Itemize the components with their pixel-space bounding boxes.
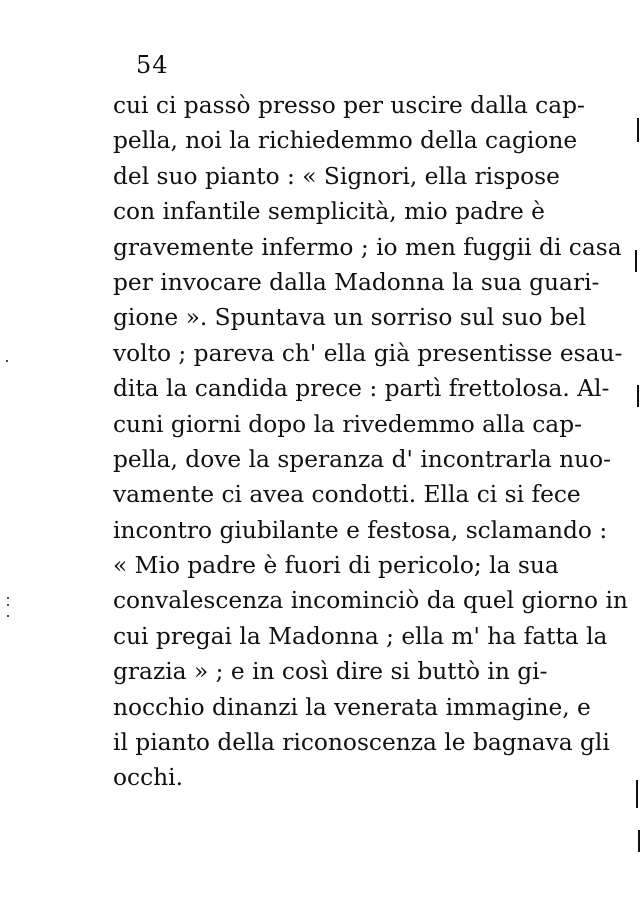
text-line: gione ». Spuntava un sorriso sul suo bel: [113, 304, 587, 332]
text-line: cui ci passò presso per uscire dalla cap-: [113, 92, 585, 119]
text-line: grazia » ; e in così dire si buttò in gi-: [113, 658, 548, 686]
text-line: il pianto della riconoscenza le bagnava gli: [113, 729, 610, 757]
scan-speck: [7, 615, 9, 617]
scan-edge-mark: [635, 250, 637, 272]
text-line: pella, dove la speranza d' incontrarla nuo-: [113, 445, 612, 473]
page-number: 54: [136, 51, 169, 79]
body-text: [113, 88, 628, 796]
text-line: incontro giubilante e festosa, sclamando :: [113, 516, 608, 544]
scan-edge-mark: [636, 780, 638, 808]
text-line: gravemente infermo ; io men fuggii di casa: [113, 233, 622, 261]
text-line: « Mio padre è fuori di pericolo; la sua: [113, 552, 559, 580]
text-line: vamente ci avea condotti. Ella ci si fece: [113, 481, 581, 509]
text-line: pella, noi la richiedemmo della cagione: [113, 127, 578, 155]
text-line: convalescenza incominciò da quel giorno in: [113, 587, 628, 615]
scan-speck: [7, 597, 9, 599]
text-line: cui pregai la Madonna ; ella m' ha fatta la: [113, 622, 608, 650]
scan-edge-mark: [637, 385, 639, 407]
text-line: con infantile semplicità, mio padre è: [113, 198, 545, 226]
scan-speck: [6, 360, 8, 362]
scan-edge-mark: [638, 830, 640, 852]
text-line: occhi.: [113, 764, 183, 792]
text-line: nocchio dinanzi la venerata immagine, e: [113, 693, 591, 721]
scan-speck: [7, 604, 9, 606]
text-line: dita la candida prece : partì frettolosa. Al-: [113, 375, 610, 403]
text-line: del suo pianto : « Signori, ella rispose: [113, 162, 560, 190]
text-line: cuni giorni dopo la rivedemmo alla cap-: [113, 410, 582, 438]
text-line: per invocare dalla Madonna la sua guari-: [113, 268, 600, 296]
text-line: volto ; pareva ch' ella già presentisse esau-: [113, 339, 623, 367]
scan-edge-mark: [637, 118, 639, 142]
